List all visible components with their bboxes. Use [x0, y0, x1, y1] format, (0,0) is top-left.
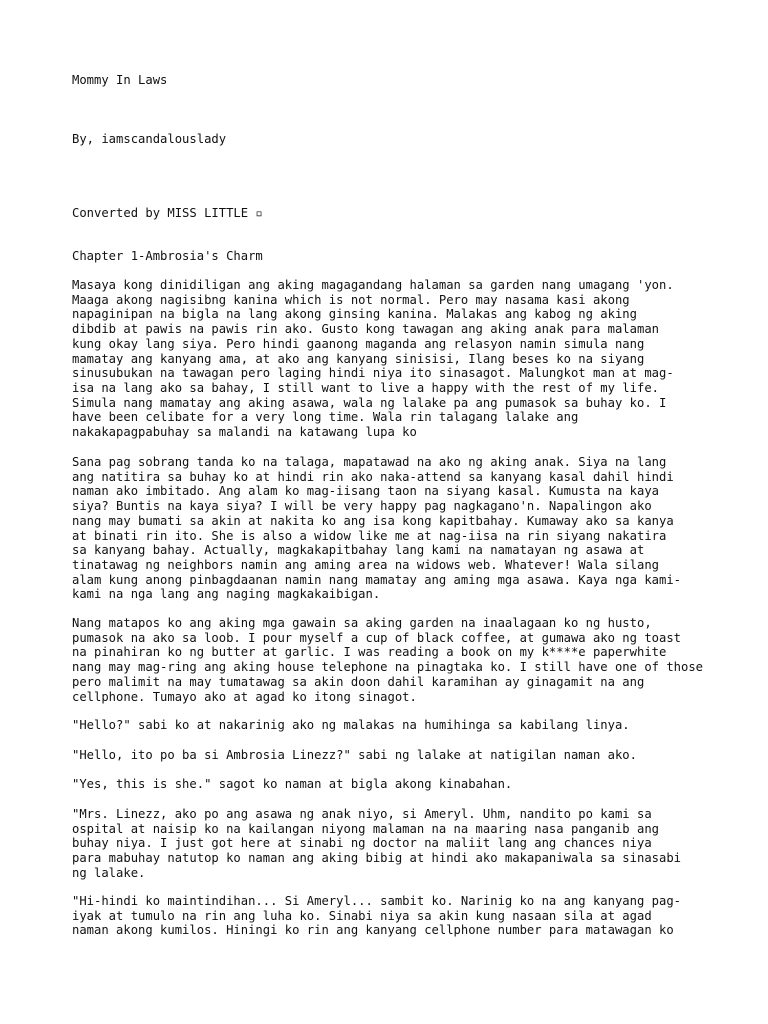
- paragraph: Nang matapos ko ang aking mga gawain sa aking garden na inaalagaan ko ng husto, pumasok na ako sa loob. I pour myself a cup of black coffee, at gumawa ako ng toast na pinahiran ko ng butter at garlic. I was reading a book on my k****e paperwhite nang may mag-ring ang aking house telephone na pinagtaka ko. I still have one of those pero malimit na may tumatawag sa akin doon dahil karamihan ay ginagamit na ang cellphone. Tumayo ako at agad ko itong sinagot.: [72, 616, 704, 704]
- document-title: Mommy In Laws: [72, 73, 168, 87]
- paragraph: "Yes, this is she." sagot ko naman at bigla akong kinabahan.: [72, 777, 513, 791]
- converted-line: Converted by MISS LITTLE ▫: [72, 206, 263, 220]
- paragraph: Masaya kong dinidiligan ang aking magagandang halaman sa garden nang umagang 'yon. Maaga akong nagisibng kanina which is not normal. Pero may nasama kasi akong napaginipan na bigla na lang akong ginsing kanina. Malakas ang kabog ng aking dibdib at pawis na pawis rin ako. Gusto kong tawagan ang aking anak para malaman kung okay lang siya. Pero hindi gaanong maganda ang relasyon namin simula nang mamatay ang kanyang ama, at ako ang kanyang sinisisi, Ilang beses ko na siyang sinusubukan na tawagan pero laging hindi niya ito sinasagot. Malungkot man at mag- isa na lang ako sa bahay, I still want to live a happy with the rest of my life. Simula nang mamatay ang aking asawa, wala ng lalake pa ang pumasok sa buhay ko. I have been celibate for a very long time. Wala rin talagang lalake ang nakakapagpabuhay sa malandi na katawang lupa ko: [72, 278, 674, 440]
- paragraph: "Hello, ito po ba si Ambrosia Linezz?" sabi ng lalake at natigilan naman ako.: [72, 748, 637, 762]
- paragraph: "Hello?" sabi ko at nakarinig ako ng malakas na humihinga sa kabilang linya.: [72, 718, 630, 732]
- paragraph: "Mrs. Linezz, ako po ang asawa ng anak niyo, si Ameryl. Uhm, nandito po kami sa ospital at naisip ko na kailangan niyong malaman na na maaring nasa panganib ang buhay niya. I just got here at sinabi ng doctor na maliit lang ang chances niya para mabuhay natutop ko naman ang aking bibig at hindi ako makapaniwala sa sinasabi ng lalake.: [72, 807, 682, 880]
- paragraph: "Hi-hindi ko maintindihan... Si Ameryl... sambit ko. Narinig ko na ang kanyang pag- iyak at tumulo na rin ang luha ko. Sinabi niya sa akin kung nasaan sila at agad naman akong kumilos. Hiningi ko rin ang kanyang cellphone number para matawagan ko: [72, 894, 682, 938]
- chapter-title: Chapter 1-Ambrosia's Charm: [72, 249, 263, 263]
- author-line: By, iamscandalouslady: [72, 132, 227, 146]
- paragraph: Sana pag sobrang tanda ko na talaga, mapatawad na ako ng aking anak. Siya na lang ang natitira sa buhay ko at hindi rin ako naka-attend sa kanyang kasal dahil hindi naman ako imbitado. Ang alam ko mag-iisang taon na siyang kasal. Kumusta na kaya siya? Buntis na kaya siya? I will be very happy pag nagkagano'n. Napalingon ako nang may bumati sa akin at nakita ko ang isa kong kapitbahay. Kumaway ako sa kanya at binati rin ito. She is also a widow like me at nag-iisa na rin siyang nakatira sa kanyang bahay. Actually, magkakapitbahay lang kami na namatayan ng asawa at tinatawag ng neighbors namin ang aming area na widows web. Whatever! Wala silang alam kung anong pinbagdaanan namin nang mamatay ang aming mga asawa. Kaya nga kami- kami na nga lang ang naging magkakaibigan.: [72, 455, 682, 602]
